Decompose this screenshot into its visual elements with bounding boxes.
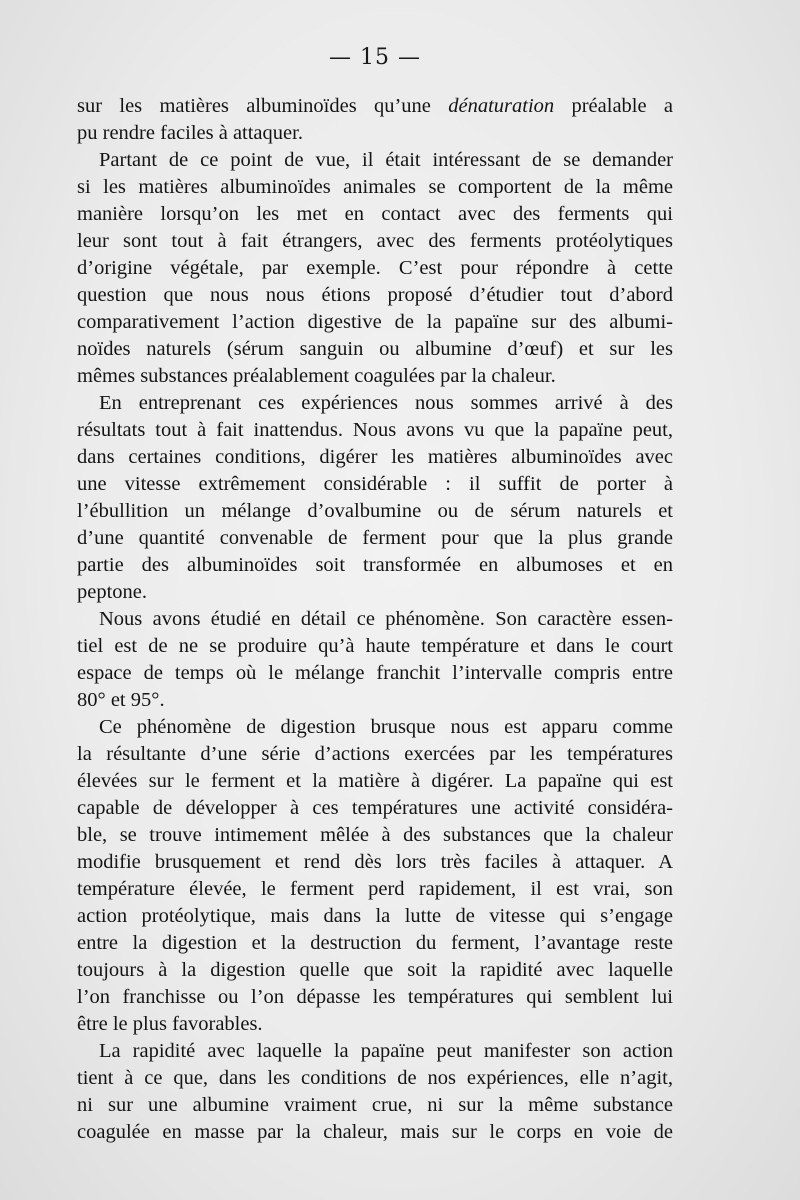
text-line: dans certaines conditions, digérer les matières albuminoïdes avec (77, 446, 673, 468)
text-line: température élevée, le ferment perd rapidement, il est vrai, son (77, 878, 673, 900)
text-line: La rapidité avec laquelle la papaïne peut manifester son action (99, 1040, 673, 1062)
text-line: entre la digestion et la destruction du ferment, l’avantage reste (77, 932, 673, 954)
text-line: espace de temps où le mélange franchit l’intervalle compris entre (77, 662, 673, 684)
text-line: sur les matières albuminoïdes qu’une dénaturation préalable a (77, 95, 673, 117)
body-text (77, 93, 673, 1146)
text-line: Nous avons étudié en détail ce phénomène. Son caractère essen- (99, 608, 673, 630)
text-line: ni sur une albumine vraiment crue, ni sur la même substance (77, 1094, 673, 1116)
paragraph-2 (77, 147, 673, 390)
text-line: peptone. (77, 581, 148, 603)
paragraph-1 (77, 93, 673, 147)
text-line: tient à ce que, dans les conditions de nos expériences, elle n’agit, (77, 1067, 673, 1089)
text-line: comparativement l’action digestive de la papaïne sur des albumi- (77, 311, 673, 333)
page-number: — 15 — (329, 45, 421, 70)
text-line: 80° et 95°. (77, 689, 165, 711)
text-line: Partant de ce point de vue, il était intéressant de se demander (99, 149, 673, 171)
text-line: d’origine végétale, par exemple. C’est pour répondre à cette (77, 257, 673, 279)
text-line: leur sont tout à fait étrangers, avec des ferments protéolytiques (77, 230, 673, 252)
text-line: En entreprenant ces expériences nous sommes arrivé à des (99, 392, 673, 414)
text-line: Ce phénomène de digestion brusque nous est apparu comme (99, 716, 673, 738)
paragraph-3 (77, 390, 673, 606)
text-line: d’une quantité convenable de ferment pour que la plus grande (77, 527, 673, 549)
text-line: la résultante d’une série d’actions exercées par les températures (77, 743, 673, 765)
text-line: mêmes substances préalablement coagulées par la chaleur. (77, 365, 556, 387)
text-line: pu rendre faciles à attaquer. (77, 122, 303, 144)
text-line: l’ébullition un mélange d’ovalbumine ou de sérum naturels et (77, 500, 673, 522)
text-line: capable de développer à ces températures une activité considéra- (77, 797, 673, 819)
text-line: action protéolytique, mais dans la lutte de vitesse qui s’engage (77, 905, 673, 927)
paragraph-5 (77, 714, 673, 1038)
text-line: tiel est de ne se produire qu’à haute température et dans le court (77, 635, 673, 657)
emphasized-word: dénaturation (448, 95, 555, 117)
paragraph-4 (77, 606, 673, 714)
text-line: coagulée en masse par la chaleur, mais sur le corps en voie de (77, 1121, 673, 1143)
text-line: manière lorsqu’on les met en contact avec des ferments qui (77, 203, 673, 225)
text-line: ble, se trouve intimement mêlée à des substances que la chaleur (77, 824, 673, 846)
text-line: modifie brusquement et rend dès lors très faciles à attaquer. A (77, 851, 673, 873)
text-line: être le plus favorables. (77, 1013, 263, 1035)
text-line: l’on franchisse ou l’on dépasse les températures qui semblent lui (77, 986, 673, 1008)
text-line: résultats tout à fait inattendus. Nous avons vu que la papaïne peut, (77, 419, 673, 441)
text-line: une vitesse extrêmement considérable : il suffit de porter à (77, 473, 673, 495)
text-line: toujours à la digestion quelle que soit la rapidité avec laquelle (77, 959, 673, 981)
text-line: noïdes naturels (sérum sanguin ou albumine d’œuf) et sur les (77, 338, 673, 360)
text-line: élevées sur le ferment et la matière à digérer. La papaïne qui est (77, 770, 673, 792)
paragraph-6 (77, 1038, 673, 1146)
text-line: si les matières albuminoïdes animales se comportent de la même (77, 176, 673, 198)
text-line: question que nous nous étions proposé d’étudier tout d’abord (77, 284, 673, 306)
text-line: partie des albuminoïdes soit transformée en albumoses et en (77, 554, 673, 576)
